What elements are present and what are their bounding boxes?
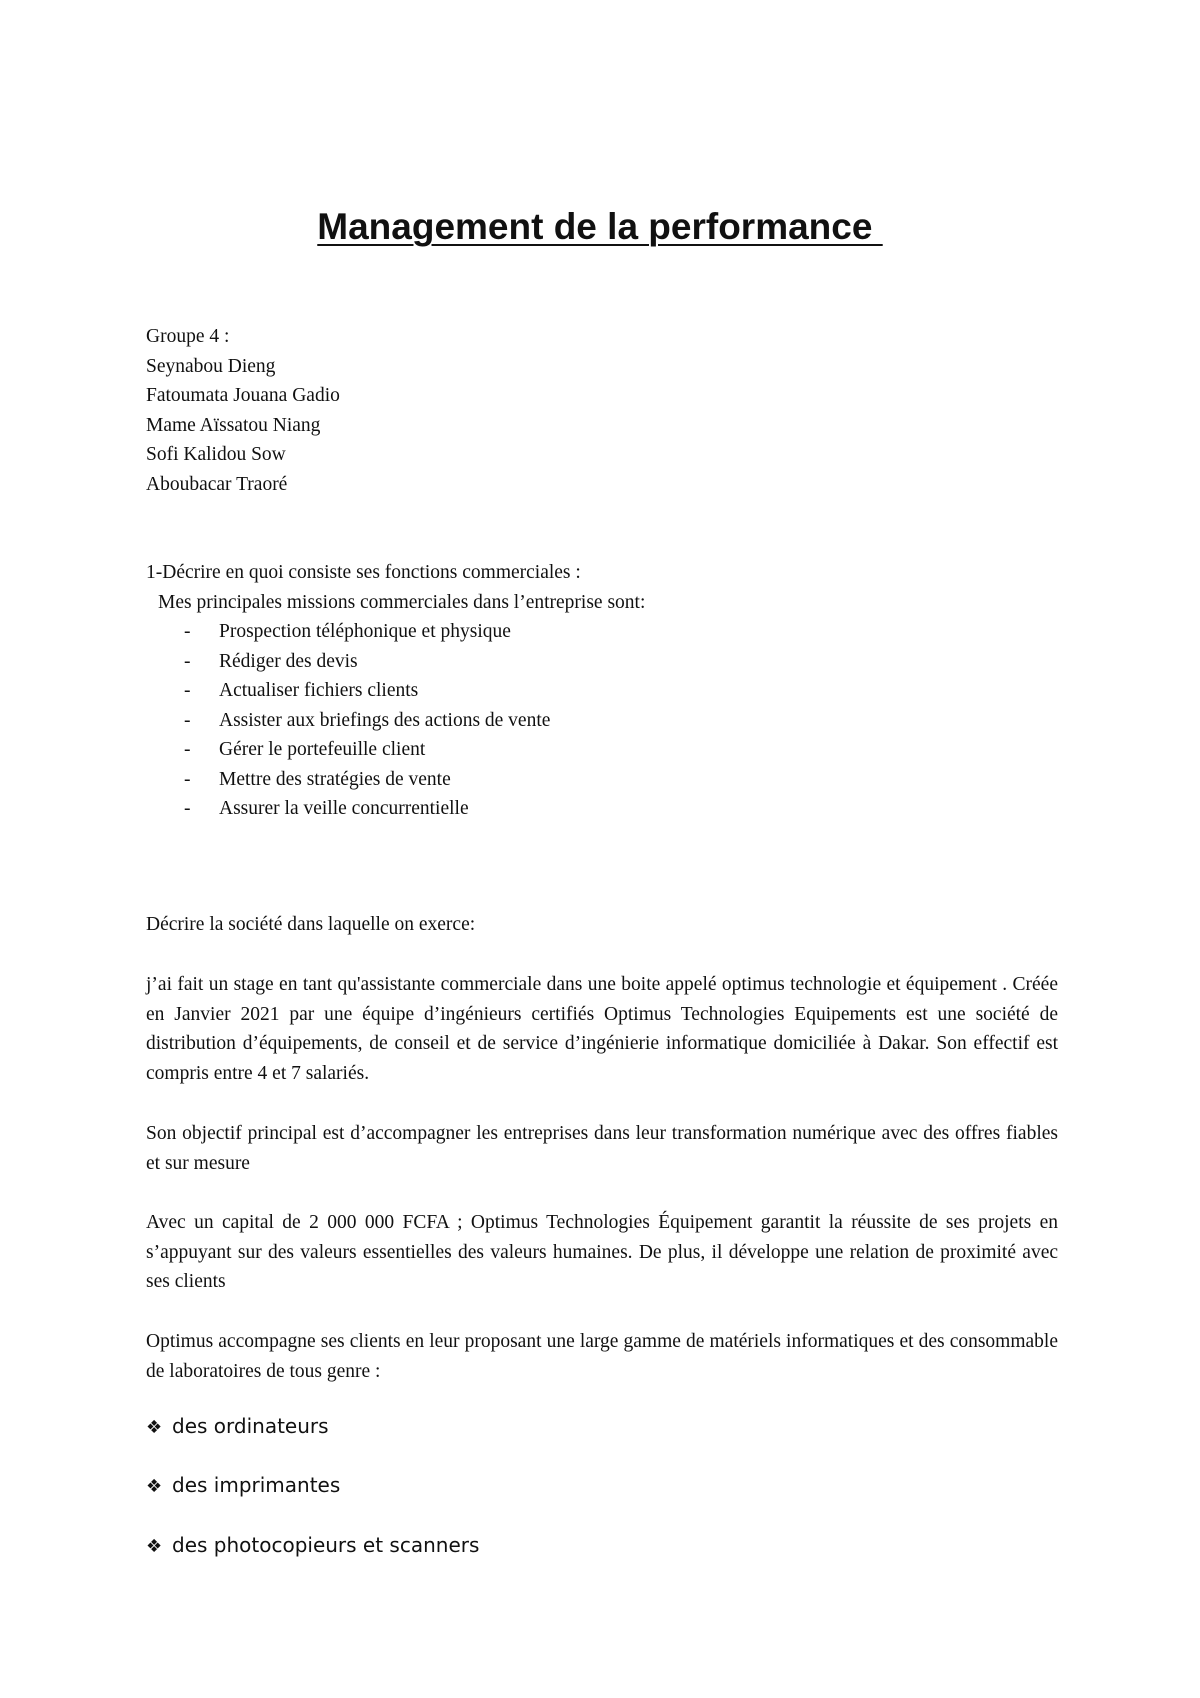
diamond-bullet-icon: ❖ — [146, 1476, 163, 1497]
mission-text: Assister aux briefings des actions de vente — [219, 709, 551, 731]
dash-bullet: - — [184, 709, 191, 731]
diamond-bullet-icon: ❖ — [146, 1417, 163, 1438]
product-item — [146, 1470, 340, 1502]
mission-text: Assurer la veille concurrentielle — [219, 798, 469, 819]
product-item — [146, 1411, 329, 1443]
mission-text: Actualiser fichiers clients — [219, 680, 419, 701]
product-text: des imprimantes — [172, 1473, 341, 1497]
mission-item — [146, 647, 1058, 677]
group-block — [146, 322, 1058, 499]
section2-question: Décrire la société dans laquelle on exerce: — [146, 914, 476, 935]
mission-text: Prospection téléphonique et physique — [219, 621, 511, 642]
mission-text: Gérer le portefeuille client — [219, 739, 426, 760]
mission-text: Rédiger des devis — [219, 650, 358, 672]
group-label: Groupe 4 : — [146, 326, 230, 347]
diamond-bullet-icon: ❖ — [146, 1536, 163, 1557]
mission-item — [146, 735, 1058, 765]
product-item — [146, 1530, 479, 1562]
mission-item — [146, 676, 1058, 706]
product-text: des ordinateurs — [172, 1414, 329, 1438]
company-paragraph: j’ai fait un stage en tant qu'assistante commerciale dans une boite appelé optimus technologie et équipement . Créée en Janvier 2021 par une équipe d’ingénieurs certifiés Optimus Technologies Equipements est une société de distribution d’équipements, de conseil et de service d’ingénierie informatique domiciliée à Dakar. Son effectif est compris entre 4 et 7 salariés. — [146, 974, 1058, 1084]
dash-bullet: - — [184, 798, 191, 819]
dash-bullet: - — [184, 650, 191, 672]
group-member: Mame Aïssatou Niang — [146, 414, 321, 436]
group-member: Aboubacar Traoré — [146, 473, 288, 495]
company-paragraph: Son objectif principal est d’accompagner les entreprises dans leur transformation numérique avec des offres fiables et sur mesure — [146, 1123, 1058, 1174]
company-paragraph: Optimus accompagne ses clients en leur proposant une large gamme de matériels informatiques et des consommable de laboratoires de tous genre : — [146, 1331, 1058, 1382]
product-text: des photocopieurs et scanners — [172, 1533, 480, 1557]
section1-intro: Mes principales missions commerciales dans l’entreprise sont: — [158, 591, 646, 613]
page-title: Management de la performance — [317, 206, 883, 247]
mission-item — [146, 617, 1058, 647]
mission-text: Mettre des stratégies de vente — [219, 768, 451, 790]
mission-item — [146, 794, 1058, 824]
company-paragraph: Avec un capital de 2 000 000 FCFA ; Optimus Technologies Équipement garantit la réussite de ses projets en s’appuyant sur des valeurs essentielles des valeurs humaines. De plus, il développe une relation de proximité avec ses clients — [146, 1212, 1058, 1292]
dash-bullet: - — [184, 621, 191, 642]
group-member: Fatoumata Jouana Gadio — [146, 385, 340, 406]
dash-bullet: - — [184, 739, 191, 760]
section-commercial-functions — [146, 558, 1058, 824]
mission-item — [146, 765, 1058, 795]
mission-item — [146, 706, 1058, 736]
group-member: Seynabou Dieng — [146, 355, 276, 377]
section1-question: 1-Décrire en quoi consiste ses fonctions commerciales : — [146, 562, 581, 583]
dash-bullet: - — [184, 768, 191, 790]
section-company-question — [146, 910, 1058, 940]
group-member: Sofi Kalidou Sow — [146, 444, 286, 465]
dash-bullet: - — [184, 680, 191, 701]
